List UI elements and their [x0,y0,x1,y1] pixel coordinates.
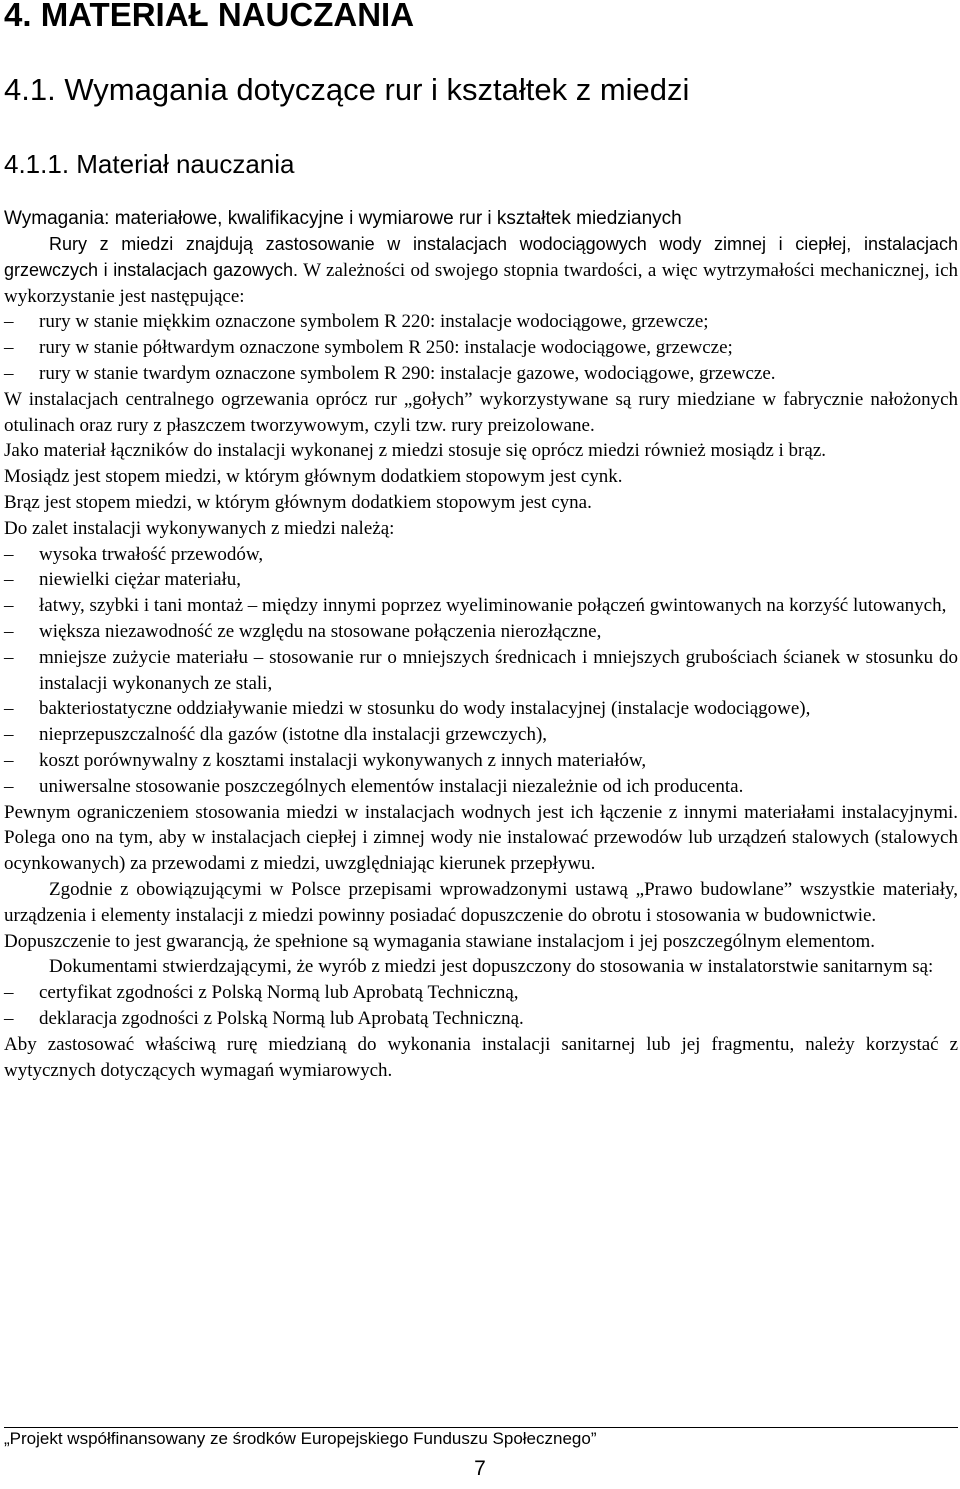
list-item-text: uniwersalne stosowanie poszczególnych elementów instalacji niezależnie od ich producenta. [39,775,744,797]
dash-bullet: – [4,775,14,797]
dash-bullet: – [4,337,14,359]
list-item-text: rury w stanie twardym oznaczone symbolem R 290: instalacje gazowe, wodociągowe, grzewcze. [39,362,776,384]
list-item-text: mniejsze zużycie materiału – stosowanie rur o mniejszych średnicach i mniejszych grubościach ścianek w stosunku do instalacji wykonanych ze stali, [39,646,958,694]
dash-bullet: – [4,698,14,720]
dash-bullet: – [4,724,14,746]
hardness-list-item [4,309,958,335]
page-number: 7 [474,1457,486,1480]
list-item-text: deklaracja zgodności z Polską Normą lub Aprobatą Techniczną. [39,1007,524,1029]
dash-bullet: – [4,646,14,668]
dash-bullet: – [4,1007,14,1029]
list-item-text: bakteriostatyczne oddziaływanie miedzi w stosunku do wody instalacyjnej (instalacje wodociągowe), [39,698,811,720]
bronze-paragraph: Brąz jest stopem miedzi, w którym głównym dodatkiem stopowym jest cyna. [4,491,592,513]
dash-bullet: – [4,595,14,617]
fittings-paragraph: Jako materiał łączników do instalacji wykonanej z miedzi stosuje się oprócz miedzi również mosiądz i brąz. [4,440,827,462]
advantage-list-item [4,645,958,697]
body-text [4,232,958,1083]
list-item-text: niewielki ciężar materiału, [39,569,242,591]
list-item-text: wysoka trwałość przewodów, [39,543,264,565]
dash-bullet: – [4,569,14,591]
documents-paragraph: Dokumentami stwierdzającymi, że wyrób z miedzi jest dopuszczony do stosowania w instalatorstwie sanitarnym są: [49,956,934,978]
advantage-list-item [4,593,958,619]
list-item-text: rury w stanie miękkim oznaczone symbolem R 220: instalacje wodociągowe, grzewcze; [39,311,709,333]
advantage-list-item [4,619,958,645]
intro-rest-text: W zależności od swojego stopnia twardości, a więc wytrzymałości mechanicznej, ich wykorzystanie jest następujące: [4,259,958,307]
intro-paragraph [4,232,958,309]
requirements-heading: Wymagania: materiałowe, kwalifikacyjne i wymiarowe rur i kształtek miedzianych [4,208,682,229]
footer-text: „Projekt współfinansowany ze środków Europejskiego Funduszu Społecznego” [4,1429,597,1448]
dash-bullet: – [4,311,14,333]
advantage-list-item [4,748,958,774]
central-heating-paragraph: W instalacjach centralnego ogrzewania oprócz rur „gołych” wykorzystywane są rury miedziane w fabrycznie nałożonych otulinach oraz rury z płaszczem tworzywowym, czyli tzw. rury preizolowane. [4,388,958,436]
advantage-list-item [4,542,958,568]
subsection-heading: 4.1.1. Materiał nauczania [4,149,295,179]
brass-paragraph: Mosiądz jest stopem miedzi, w którym głównym dodatkiem stopowym jest cynk. [4,466,623,488]
dash-bullet: – [4,620,14,642]
list-item-text: nieprzepuszczalność dla gazów (istotne dla instalacji grzewczych), [39,724,548,746]
hardness-list-item [4,335,958,361]
advantages-intro: Do zalet instalacji wykonywanych z miedzi należą: [4,517,395,539]
advantage-list-item [4,722,958,748]
dash-bullet: – [4,982,14,1004]
list-item-text: większa niezawodność ze względu na stosowane połączenia nierozłączne, [39,620,602,642]
advantage-list-item [4,567,958,593]
section-heading: 4.1. Wymagania dotyczące rur i kształtek z miedzi [4,72,690,107]
documents-list-item [4,980,958,1006]
documents-list-item [4,1006,958,1032]
advantage-list-item [4,696,958,722]
limitation-paragraph: Pewnym ograniczeniem stosowania miedzi w instalacjach wodnych jest ich łączenie z innymi materiałami instalacyjnymi. Polega ono na tym, aby w instalacjach ciepłej i zimnej wody nie instalować przewodów lub urządzeń stalowych (stalowych ocynkowanych) za przewodami z miedzi, uwzględniając kierunek przepływu. [4,801,958,875]
approval-paragraph: Dopuszczenie to jest gwarancją, że spełnione są wymagania stawiane instalacjom i jej poszczególnym elementom. [4,930,876,952]
chapter-heading: 4. MATERIAŁ NAUCZANIA [4,0,415,33]
closing-paragraph: Aby zastosować właściwą rurę miedzianą do wykonania instalacji sanitarnej lub jej fragmentu, należy korzystać z wytycznych dotyczących wymagań wymiarowych. [4,1033,958,1081]
dash-bullet: – [4,362,14,384]
advantage-list-item [4,774,958,800]
list-item-text: łatwy, szybki i tani montaż – między innymi poprzez wyeliminowanie połączeń gwintowanych na korzyść lutowanych, [39,595,947,617]
dash-bullet: – [4,543,14,565]
list-item-text: certyfikat zgodności z Polską Normą lub Aprobatą Techniczną, [39,982,519,1004]
list-item-text: rury w stanie półtwardym oznaczone symbolem R 250: instalacje wodociągowe, grzewcze; [39,337,733,359]
list-item-text: koszt porównywalny z kosztami instalacji wykonywanych z innych materiałów, [39,749,647,771]
hardness-list-item [4,361,958,387]
dash-bullet: – [4,749,14,771]
intro-sans-text: Rury z miedzi znajdują zastosowanie w instalacjach wodociągowych wody zimnej i ciepłej, instalacjach grzewczych i instalacjach gazowych. [4,234,958,280]
law-paragraph: Zgodnie z obowiązującymi w Polsce przepisami wprowadzonymi ustawą „Prawo budowlane” wszystkie materiały, urządzenia i elementy instalacji z miedzi powinny posiadać dopuszczenie do obrotu i stosowania w budownictwie. [4,878,958,926]
